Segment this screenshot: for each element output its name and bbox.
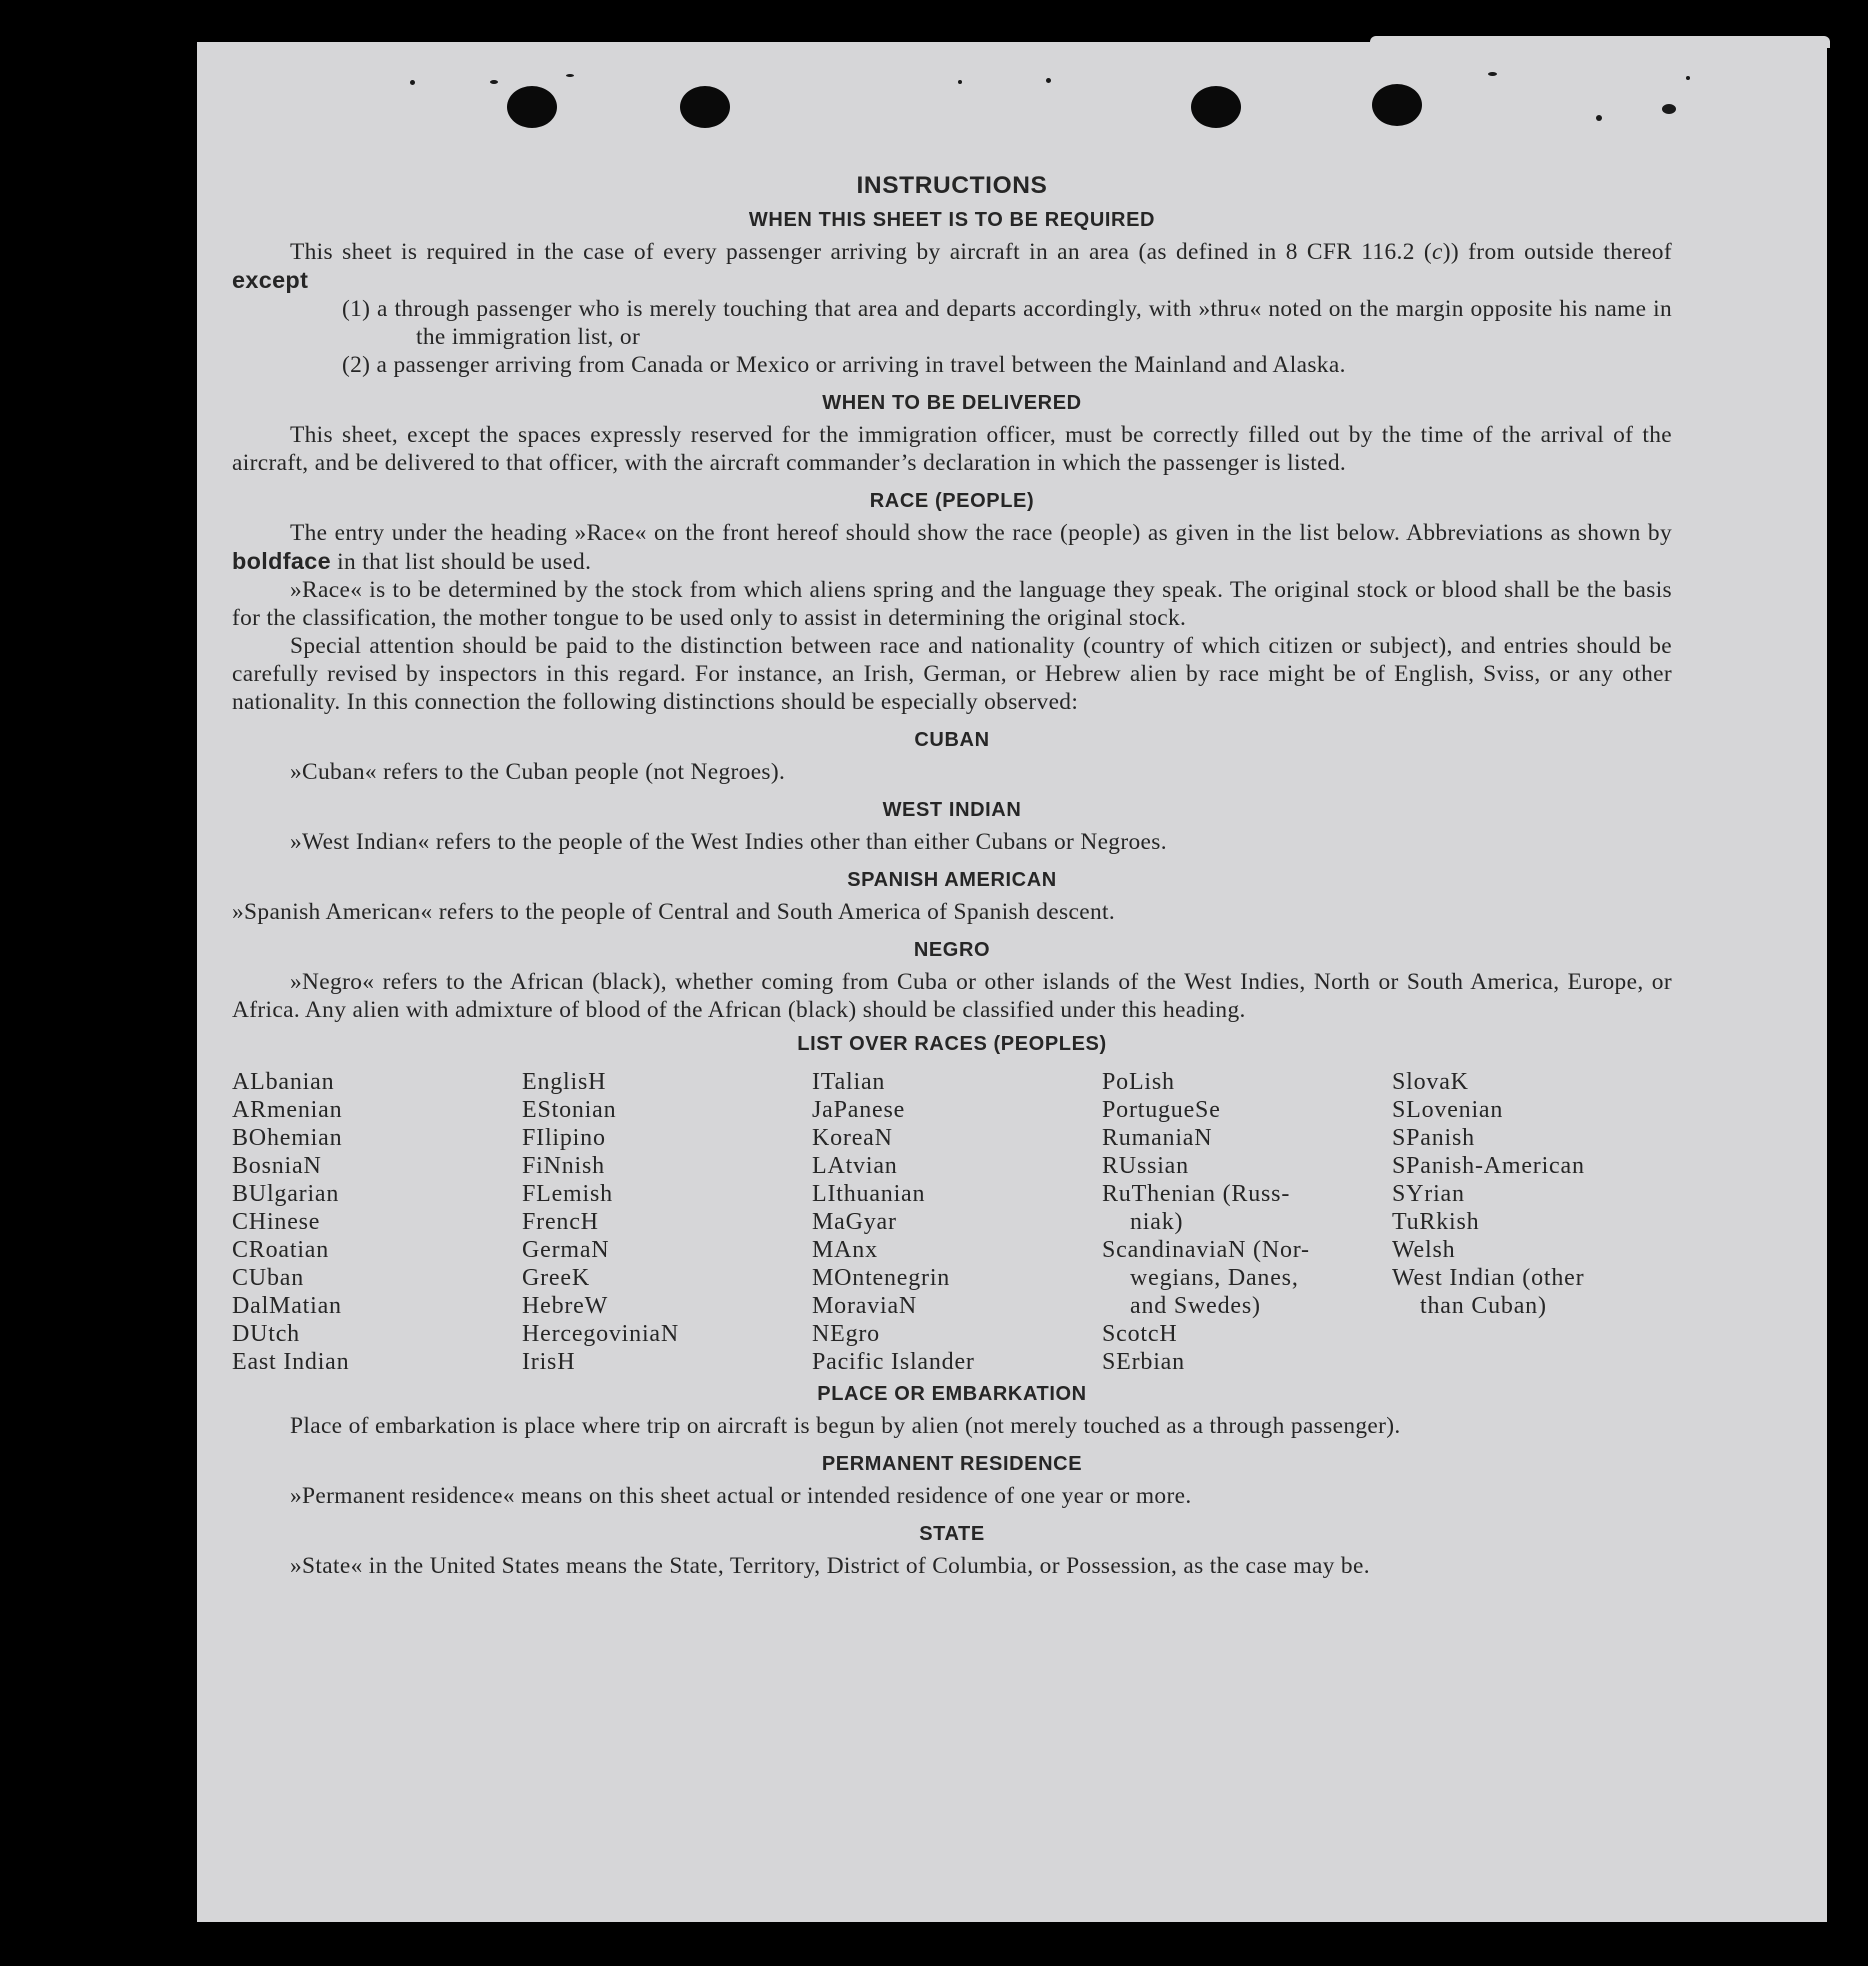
race-entry: ARmenian [232,1097,343,1123]
race-entry: MAnx [812,1237,878,1263]
race-entry: DUtch [232,1321,300,1347]
west-indian-text: »West Indian« refers to the people of the West Indies other than either Cubans or Negroes. [290,829,1167,855]
paper-speck [1686,76,1690,80]
race-entry: East Indian [232,1349,350,1375]
race-column [522,1068,812,1376]
race-entry: ALbanian [232,1069,335,1095]
when-required-intro: This sheet is required in the case of every passenger arriving by aircraft in an area (as defined in 8 CFR 116.2 (c)) from outside thereof except [232,239,1672,293]
embarkation-text: Place of embarkation is place where trip on aircraft is begun by alien (not merely touched as a through passenger). [290,1413,1401,1439]
race-list [232,1068,1672,1376]
race-entry: RumaniaN [1102,1125,1213,1151]
race-entry: EStonian [522,1097,617,1123]
paper-speck [566,74,574,77]
race-entry: BUlgarian [232,1181,340,1207]
race-column [1392,1068,1672,1376]
paper-speck [958,80,962,84]
race-entry: MOntenegrin [812,1265,951,1291]
section-heading-when-delivered: WHEN TO BE DELIVERED [822,392,1082,414]
section-heading-race: RACE (PEOPLE) [869,490,1035,512]
sheet-edge [1370,36,1830,48]
page-title: INSTRUCTIONS [856,172,1048,199]
race-entry: SlovaK [1392,1069,1469,1095]
section-heading-spanish-american: SPANISH AMERICAN [847,869,1057,891]
race-entry: TuRkish [1392,1209,1480,1235]
race-entry: FLemish [522,1181,613,1207]
race-entry: CUban [232,1265,304,1291]
race-entry: ScandinaviaN (Nor- [1102,1237,1310,1263]
paper-speck [1662,104,1676,114]
section-heading-west-indian: WEST INDIAN [882,799,1022,821]
cuban-text: »Cuban« refers to the Cuban people (not Negroes). [290,759,786,785]
race-entry: Pacific Islander [812,1349,975,1375]
paper-speck [490,80,498,84]
race-entry: GermaN [522,1237,610,1263]
race-entry: West Indian (other [1392,1265,1585,1291]
race-entry: LAtvian [812,1153,898,1179]
race-entry: RUssian [1102,1153,1189,1179]
race-entry: ScotcH [1102,1321,1178,1347]
race-entry: KoreaN [812,1125,893,1151]
race-entry: SLovenian [1392,1097,1504,1123]
race-entry: CHinese [232,1209,321,1235]
section-heading-race-list: LIST OVER RACES (PEOPLES) [797,1033,1107,1055]
state-text: »State« in the United States means the State, Territory, District of Columbia, or Possession, as the case may be. [290,1553,1370,1579]
paper-speck [1046,78,1051,83]
race-entry: RuThenian (Russ- [1102,1181,1291,1207]
race-entry: GreeK [522,1265,590,1291]
race-entry: CRoatian [232,1237,330,1263]
race-entry: FIlipino [522,1125,606,1151]
section-heading-embarkation: PLACE OR EMBARKATION [817,1383,1087,1405]
race-entry: NEgro [812,1321,880,1347]
race-entry: Welsh [1392,1237,1456,1263]
race-entry-continuation: than Cuban) [1420,1293,1547,1319]
race-entry: BosniaN [232,1153,322,1179]
race-entry-continuation: niak) [1130,1209,1184,1235]
race-entry: MoraviaN [812,1293,918,1319]
section-heading-state: STATE [919,1523,985,1545]
race-column [232,1068,522,1376]
race-entry-continuation: and Swedes) [1130,1293,1261,1319]
race-entry: JaPanese [812,1097,906,1123]
negro-text: »Negro« refers to the African (black), whether coming from Cuba or other islands of the West Indies, North or South America, Europe, or Africa. Any alien with admixture of blood of the African (black) should be classified under this heading. [232,969,1672,1023]
race-paragraph: The entry under the heading »Race« on the front hereof should show the race (people) as given in the list below. Abbreviations as shown by boldface in that list should be used. [232,520,1672,575]
instructions-text [232,168,1672,1580]
race-entry: LIthuanian [812,1181,926,1207]
race-column [812,1068,1102,1376]
race-entry: BOhemian [232,1125,343,1151]
race-entry: SPanish [1392,1125,1475,1151]
race-paragraph: Special attention should be paid to the distinction between race and nationality (country of which citizen or subject), and entries should be carefully revised by inspectors in this regard. For instance, an Irish, German, or Hebrew alien by race might be of English, Sviss, or any other nationality. In this connection the following distinctions should be especially observed: [232,633,1672,715]
race-column [1102,1068,1392,1376]
when-delivered-text: This sheet, except the spaces expressly reserved for the immigration officer, must be correctly filled out by the time of the arrival of the aircraft, and be delivered to that officer, with the aircraft commander’s declaration in which the passenger is listed. [232,422,1672,476]
section-heading-when-required: WHEN THIS SHEET IS TO BE REQUIRED [748,209,1156,231]
race-entry: ITalian [812,1069,886,1095]
section-heading-residence: PERMANENT RESIDENCE [821,1453,1083,1475]
punch-hole [507,86,557,128]
punch-hole [680,86,730,128]
paper-speck [1596,115,1602,121]
race-entry-continuation: wegians, Danes, [1130,1265,1299,1291]
paper-speck [410,80,415,85]
exception-item: (1) a through passenger who is merely touching that area and departs accordingly, with »thru« noted on the margin opposite his name in the immigration list, or [342,296,1672,350]
residence-text: »Permanent residence« means on this sheet actual or intended residence of one year or more. [290,1483,1192,1509]
race-entry: MaGyar [812,1209,897,1235]
punch-hole [1372,84,1422,126]
race-entry: EnglisH [522,1069,607,1095]
section-heading-cuban: CUBAN [914,729,990,751]
exception-item: (2) a passenger arriving from Canada or Mexico or arriving in travel between the Mainland and Alaska. [342,352,1346,378]
race-entry: HebreW [522,1293,609,1319]
punch-hole [1191,86,1241,128]
race-entry: HercegoviniaN [522,1321,680,1347]
race-entry: DalMatian [232,1293,342,1319]
spanish-american-text: »Spanish American« refers to the people of Central and South America of Spanish descent. [232,899,1116,925]
section-heading-negro: NEGRO [913,939,991,961]
race-entry: FiNnish [522,1153,605,1179]
race-entry: PoLish [1102,1069,1175,1095]
race-paragraph: »Race« is to be determined by the stock from which aliens spring and the language they speak. The original stock or blood shall be the basis for the classification, the mother tongue to be used only to assist in determining the original stock. [232,577,1672,631]
paper-speck [1488,72,1497,76]
race-entry: FrencH [522,1209,599,1235]
race-entry: SPanish-American [1392,1153,1585,1179]
race-entry: SYrian [1392,1181,1465,1207]
race-entry: SErbian [1102,1349,1185,1375]
race-entry: PortugueSe [1102,1097,1221,1123]
race-entry: IrisH [522,1349,576,1375]
